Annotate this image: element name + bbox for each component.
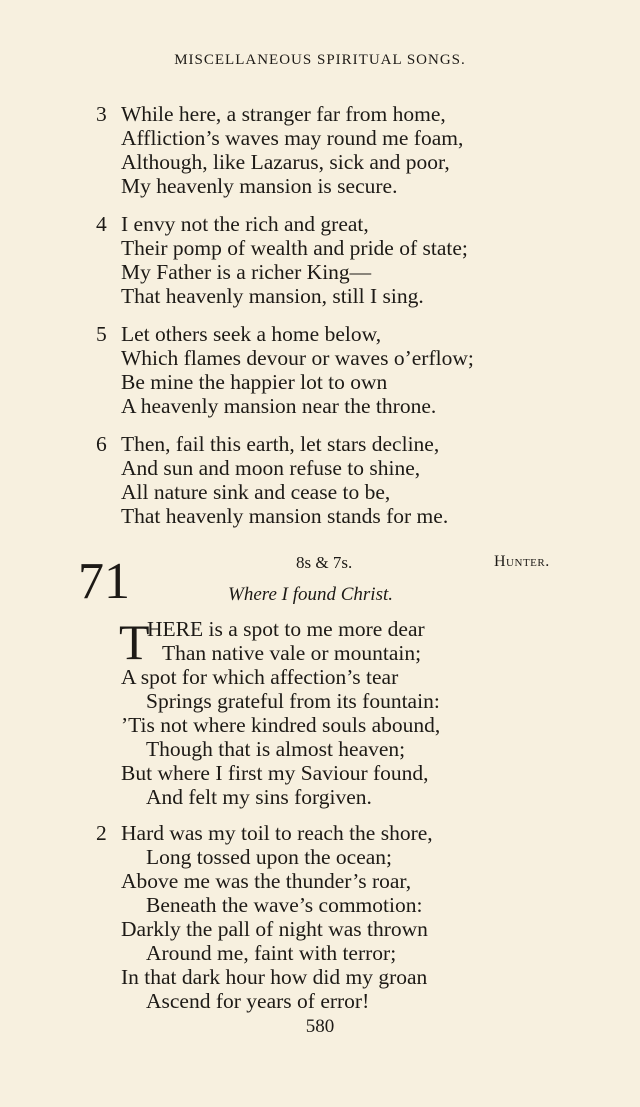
verse-line: Springs grateful from its fountain:	[146, 689, 440, 713]
stanza-number: 6	[96, 432, 107, 456]
verse-line: All nature sink and cease to be,	[121, 480, 391, 504]
verse-line: But where I first my Saviour found,	[121, 761, 429, 785]
verse-line: And felt my sins forgiven.	[146, 785, 372, 809]
verse-line: Then, fail this earth, let stars decline,	[121, 432, 440, 456]
verse-line: A spot for which affection’s tear	[121, 665, 399, 689]
verse-line: Beneath the wave’s commotion:	[146, 893, 423, 917]
page-number: 580	[305, 1016, 335, 1037]
verse-line: And sun and moon refuse to shine,	[121, 456, 421, 480]
verse-line: Their pomp of wealth and pride of state;	[121, 236, 468, 260]
verse-line: Though that is almost heaven;	[146, 737, 406, 761]
stanza-number: 5	[96, 322, 107, 346]
running-head: MISCELLANEOUS SPIRITUAL SONGS.	[174, 52, 466, 68]
stanza-number: 3	[96, 102, 107, 126]
hymn-number: 71	[78, 553, 130, 610]
verse-line: Let others seek a home below,	[121, 322, 382, 346]
verse-line: Above me was the thunder’s roar,	[121, 869, 412, 893]
verse-line: Be mine the happier lot to own	[121, 370, 388, 394]
verse-line: Than native vale or mountain;	[162, 641, 422, 665]
verse-line: Affliction’s waves may round me foam,	[121, 126, 464, 150]
stanza-number: 4	[96, 212, 107, 236]
verse-line: That heavenly mansion, still I sing.	[121, 284, 424, 308]
tune-name: Hunter.	[494, 553, 550, 570]
verse-line: Which flames devour or waves o’erflow;	[121, 346, 474, 370]
verse-line: While here, a stranger far from home,	[121, 102, 446, 126]
verse-line: My Father is a richer King—	[121, 260, 372, 284]
stanza-number: 2	[96, 821, 107, 845]
verse-line: Hard was my toil to reach the shore,	[121, 821, 433, 845]
verse-line: Darkly the pall of night was thrown	[121, 917, 428, 941]
verse-line: Long tossed upon the ocean;	[146, 845, 393, 869]
hymn-meter: 8s & 7s.	[296, 553, 353, 572]
verse-line: Ascend for years of error!	[146, 989, 370, 1013]
verse-line: ’Tis not where kindred souls abound,	[121, 713, 441, 737]
verse-line: Around me, faint with terror;	[146, 941, 397, 965]
drop-cap: T	[119, 614, 150, 670]
verse-line: Although, like Lazarus, sick and poor,	[121, 150, 450, 174]
verse-line: That heavenly mansion stands for me.	[121, 504, 449, 528]
hymn-subtitle: Where I found Christ.	[228, 584, 394, 605]
verse-line: My heavenly mansion is secure.	[121, 174, 398, 198]
verse-line: A heavenly mansion near the throne.	[121, 394, 437, 418]
verse-line: HERE is a spot to me more dear	[147, 617, 425, 641]
verse-line: I envy not the rich and great,	[121, 212, 369, 236]
verse-line: In that dark hour how did my groan	[121, 965, 428, 989]
